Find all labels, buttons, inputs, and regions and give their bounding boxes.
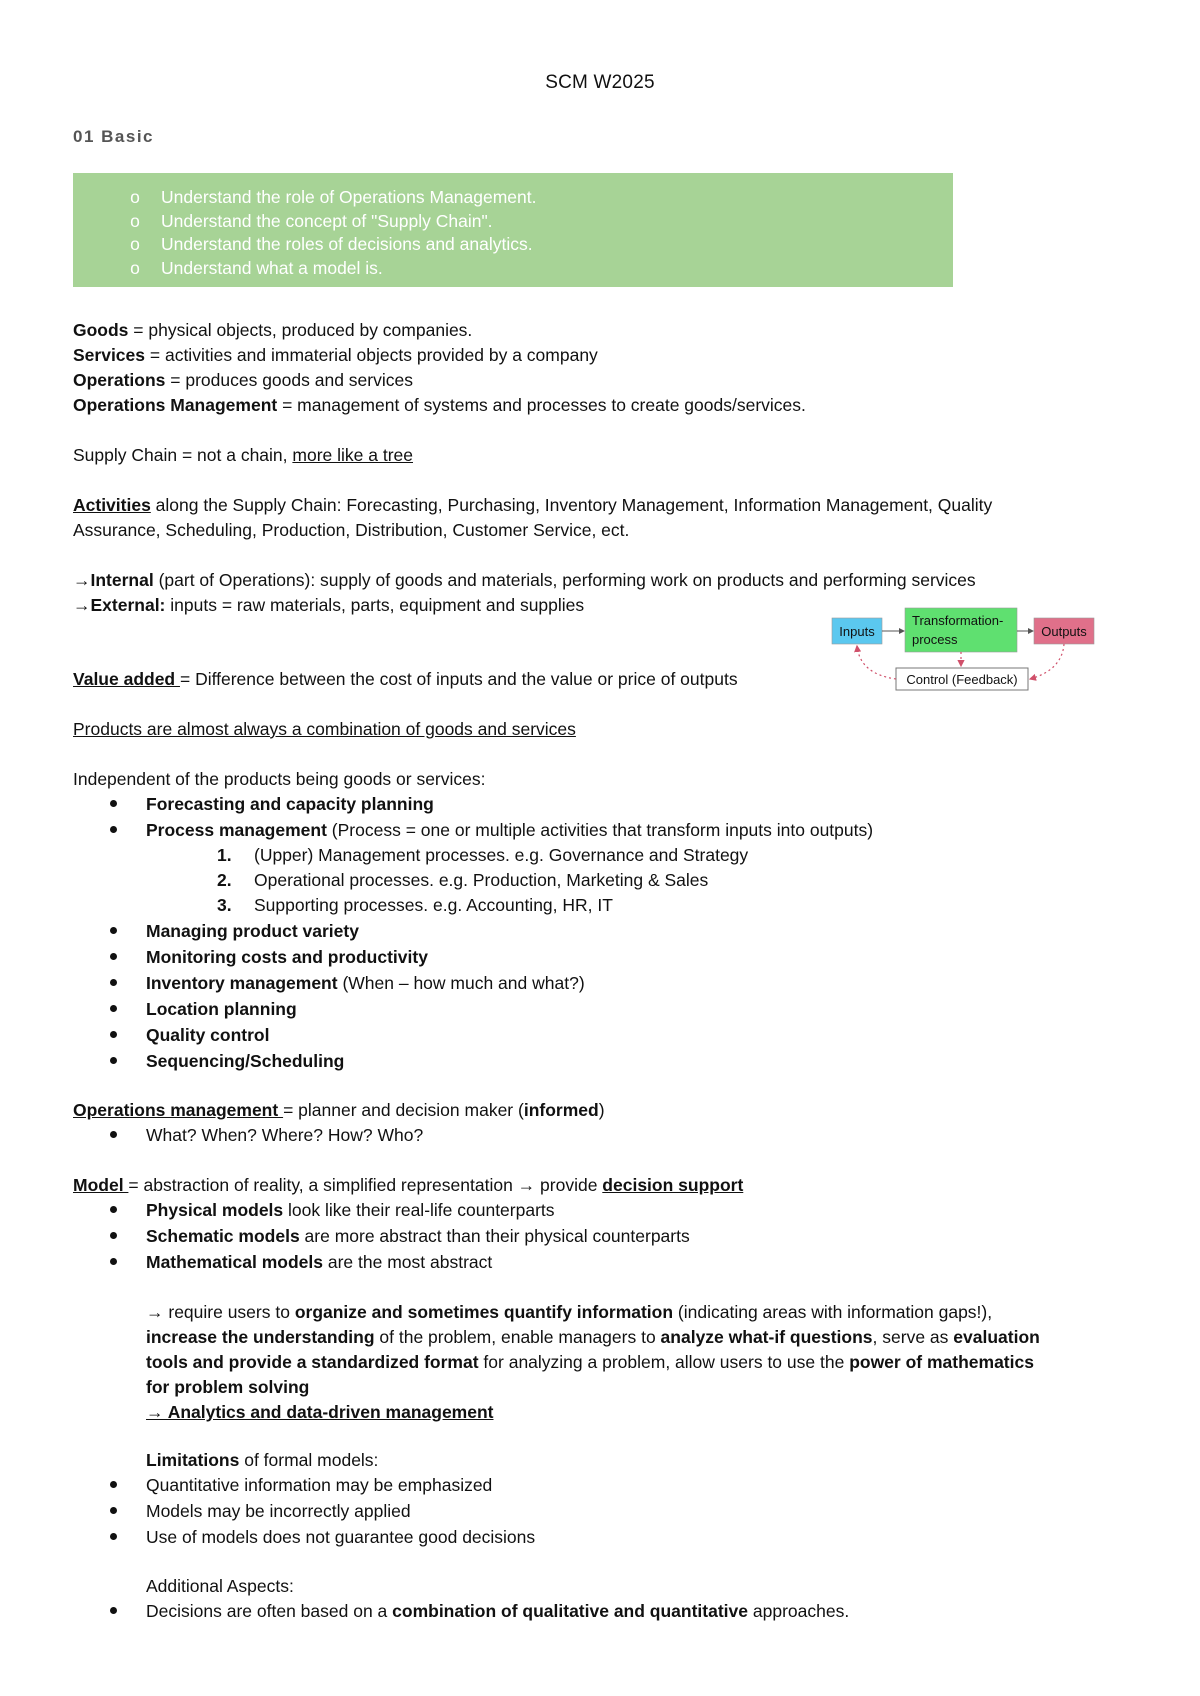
learning-goal: o Understand the role of Operations Management.: [125, 186, 953, 210]
bullet-icon: [110, 1206, 120, 1216]
definition-goods: Goods = physical objects, produced by companies.: [73, 320, 473, 340]
definition-operations: Operations = produces goods and services: [73, 370, 413, 390]
document-title: SCM W2025: [545, 72, 655, 93]
circle-bullet-icon: o: [130, 234, 140, 254]
benefits-line-2: increase the understanding of the problem, enable managers to analyze what-if questions, serve as evaluation: [146, 1327, 1040, 1347]
value-added-line: Value added = Difference between the cost of inputs and the value or price of outputs: [73, 669, 738, 689]
activities-line-1: Activities along the Supply Chain: Forecasting, Purchasing, Inventory Management, Information Management, Quality: [73, 495, 993, 515]
list-number: 3.: [217, 895, 232, 915]
bullet-icon: [110, 800, 120, 810]
activities-line-2: Assurance, Scheduling, Production, Distribution, Customer Service, ect.: [73, 520, 630, 540]
additional-heading: Additional Aspects:: [146, 1576, 294, 1596]
learning-goal: o Understand what a model is.: [125, 257, 953, 281]
list-item: Physical models look like their real-life counterparts: [146, 1200, 555, 1220]
list-item: Schematic models are more abstract than their physical counterparts: [146, 1226, 690, 1246]
list-number: 1.: [217, 845, 232, 865]
bullet-icon: [110, 1005, 120, 1015]
bullet-icon: [110, 1232, 120, 1242]
list-item: Quality control: [146, 1025, 270, 1045]
list-number: 2.: [217, 870, 232, 890]
sub-list-item: Operational processes. e.g. Production, Marketing & Sales: [254, 870, 709, 890]
bullet-icon: [110, 1131, 120, 1141]
benefits-line-4: for problem solving: [146, 1377, 310, 1397]
supply-chain-definition: Supply Chain = not a chain, more like a tree: [73, 445, 413, 465]
feedback-arrow-inputs: [857, 646, 896, 679]
list-item: Decisions are often based on a combination of qualitative and quantitative approaches.: [146, 1601, 850, 1621]
list-item: Forecasting and capacity planning: [146, 794, 434, 814]
bullet-icon: [110, 1258, 120, 1268]
list-item: Quantitative information may be emphasized: [146, 1475, 493, 1495]
transformation-label-2: process: [912, 632, 958, 647]
learning-goal: o Understand the concept of "Supply Chain".: [125, 210, 953, 234]
list-item: Monitoring costs and productivity: [146, 947, 428, 967]
arrow-right-icon: →: [73, 595, 91, 615]
learning-goals-box: [73, 173, 953, 287]
outputs-label: Outputs: [1041, 624, 1087, 639]
bullet-icon: [110, 1507, 120, 1517]
circle-bullet-icon: o: [130, 187, 140, 207]
bullet-icon: [110, 979, 120, 989]
definition-operations-management: Operations Management = management of systems and processes to create goods/services.: [73, 395, 806, 415]
list-item: Location planning: [146, 999, 297, 1019]
bullet-icon: [110, 1533, 120, 1543]
benefits-line-3: tools and provide a standardized format for analyzing a problem, allow users to use the power of mathematics: [146, 1352, 1034, 1372]
bullet-icon: [110, 1607, 120, 1617]
transformation-label-1: Transformation-: [912, 613, 1004, 628]
list-item: Use of models does not guarantee good decisions: [146, 1527, 536, 1547]
list-item: Mathematical models are the most abstract: [146, 1252, 493, 1272]
feedback-arrow-outputs: [1030, 644, 1064, 679]
bullet-icon: [110, 953, 120, 963]
learning-goal: o Understand the roles of decisions and analytics.: [125, 233, 953, 257]
external-line: →External: inputs = raw materials, parts, equipment and supplies: [73, 595, 585, 615]
bullet-icon: [110, 1031, 120, 1041]
list-item: Process management (Process = one or multiple activities that transform inputs into outputs): [146, 820, 874, 840]
list-item: Sequencing/Scheduling: [146, 1051, 345, 1071]
list-item: Inventory management (When – how much and what?): [146, 973, 585, 993]
definition-services: Services = activities and immaterial objects provided by a company: [73, 345, 598, 365]
control-label: Control (Feedback): [906, 672, 1018, 687]
circle-bullet-icon: o: [130, 210, 140, 231]
limitations-heading: Limitations of formal models:: [146, 1450, 379, 1470]
model-definition: Model = abstraction of reality, a simplified representation → provide decision support: [73, 1175, 744, 1195]
bullet-icon: [110, 927, 120, 937]
sub-list-item: (Upper) Management processes. e.g. Governance and Strategy: [254, 845, 749, 865]
circle-bullet-icon: o: [130, 257, 140, 278]
independent-intro: Independent of the products being goods or services:: [73, 769, 486, 789]
products-line: Products are almost always a combination of goods and services: [73, 719, 576, 739]
list-item: Managing product variety: [146, 921, 359, 941]
inputs-label: Inputs: [839, 624, 875, 639]
analytics-line: → Analytics and data-driven management: [146, 1402, 494, 1422]
bullet-icon: [110, 1057, 120, 1067]
benefits-line-1: → require users to organize and sometimes quantify information (indicating areas with information gaps!),: [146, 1302, 993, 1322]
process-diagram-svg: [830, 604, 1100, 699]
internal-line: →Internal (part of Operations): supply of goods and materials, performing work on products and performing services: [73, 570, 976, 590]
arrow-right-icon: →: [73, 570, 91, 590]
transformation-process-diagram: [830, 604, 1100, 699]
bullet-icon: [110, 1481, 120, 1491]
list-item: What? When? Where? How? Who?: [146, 1125, 424, 1145]
bullet-icon: [110, 826, 120, 836]
om-role-line: Operations management = planner and decision maker (informed): [73, 1100, 605, 1120]
list-item: Models may be incorrectly applied: [146, 1501, 411, 1521]
learning-goals-list: [73, 173, 953, 280]
sub-list-item: Supporting processes. e.g. Accounting, HR, IT: [254, 895, 613, 915]
section-heading: 01 Basic: [73, 127, 154, 146]
